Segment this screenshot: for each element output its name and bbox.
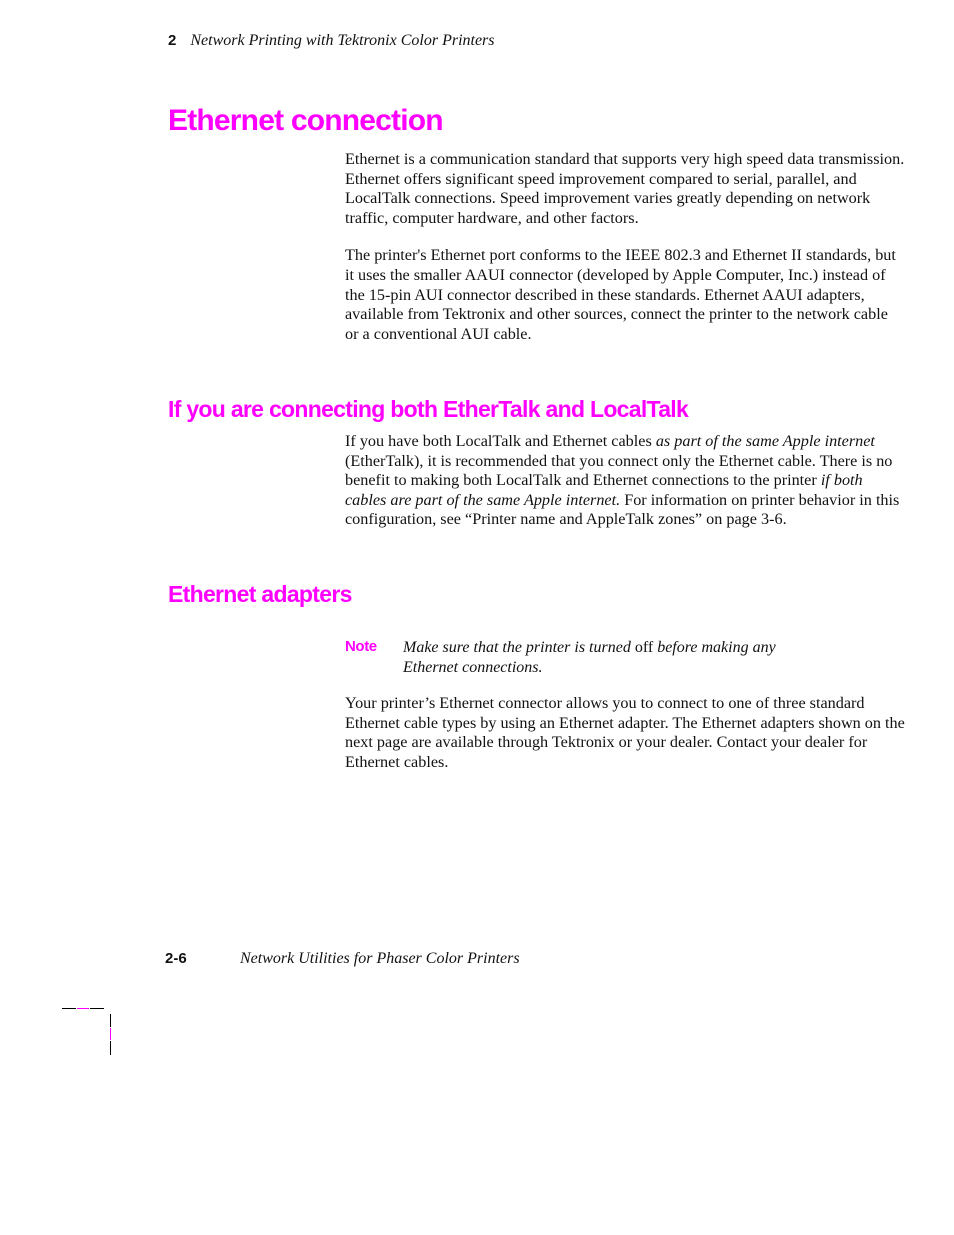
crop-mark xyxy=(110,1014,111,1027)
text-run: Make sure that the printer is turned xyxy=(403,639,635,656)
paragraph: The printer's Ethernet port conforms to the IEEE 802.3 and Ethernet II standards, but it uses the smaller AAUI connector (developed by Apple Computer, Inc.) instead of the 15-pin AUI connector described in these standards. Ethernet AAUI adapters, available from Tektronix and other sources, connect the printer to the network cable or a conventional AUI cable. xyxy=(345,246,896,343)
note-text xyxy=(403,638,823,677)
crop-mark xyxy=(90,1008,104,1009)
section-title: Ethernet connection xyxy=(168,104,443,137)
text-run: (EtherTalk), it is recommended that you connect only the Ethernet cable. There is no benefit to making both LocalTalk and Ethernet connections to the printer xyxy=(345,451,893,490)
text-run-roman: off xyxy=(634,639,654,656)
running-head-title: Network Printing with Tektronix Color Printers xyxy=(190,32,495,49)
page-number: 2-6 xyxy=(165,950,187,967)
subsection-title-ethertalk-localtalk: If you are connecting both EtherTalk and LocalTalk xyxy=(168,396,689,422)
crop-mark xyxy=(110,1028,111,1040)
page-footer xyxy=(165,950,520,968)
paragraph xyxy=(345,432,905,530)
subsection-ethertalk-body xyxy=(345,432,905,530)
chapter-number: 2 xyxy=(168,32,177,49)
running-head xyxy=(168,32,495,50)
text-run: If you have both LocalTalk and Ethernet cables xyxy=(345,432,656,450)
crop-mark xyxy=(77,1008,89,1009)
crop-mark xyxy=(62,1008,76,1009)
note-label: Note xyxy=(345,638,377,655)
paragraph: Your printer’s Ethernet connector allows you to connect to one of three standard Ethernet cable types by using an Ethernet adapter. The Ethernet adapters shown on the next page are available through Tektronix or your dealer. Contact your dealer for Ethernet cables. xyxy=(345,694,905,771)
crop-mark xyxy=(110,1041,111,1055)
footer-title: Network Utilities for Phaser Color Printers xyxy=(240,950,520,967)
text-run-italic: as part of the same Apple internet xyxy=(655,432,875,450)
text-run: before making any Ethernet connections. xyxy=(403,639,776,676)
subsection-title-ethernet-adapters: Ethernet adapters xyxy=(168,581,352,607)
section-intro xyxy=(345,150,905,344)
ethernet-adapters-body xyxy=(345,694,905,772)
paragraph: Ethernet is a communication standard that supports very high speed data transmission. Ethernet offers significant speed improvement compared to serial, parallel, and LocalTalk connections. Speed improvement varies greatly depending on network traffic, computer hardware, and other factors. xyxy=(345,150,905,227)
text-run: For information on printer behavior in this configuration, see “Printer name and AppleTalk zones” on page 3-6. xyxy=(345,490,900,529)
text-run-italic: if both cables are part of the same Apple internet. xyxy=(345,471,863,509)
